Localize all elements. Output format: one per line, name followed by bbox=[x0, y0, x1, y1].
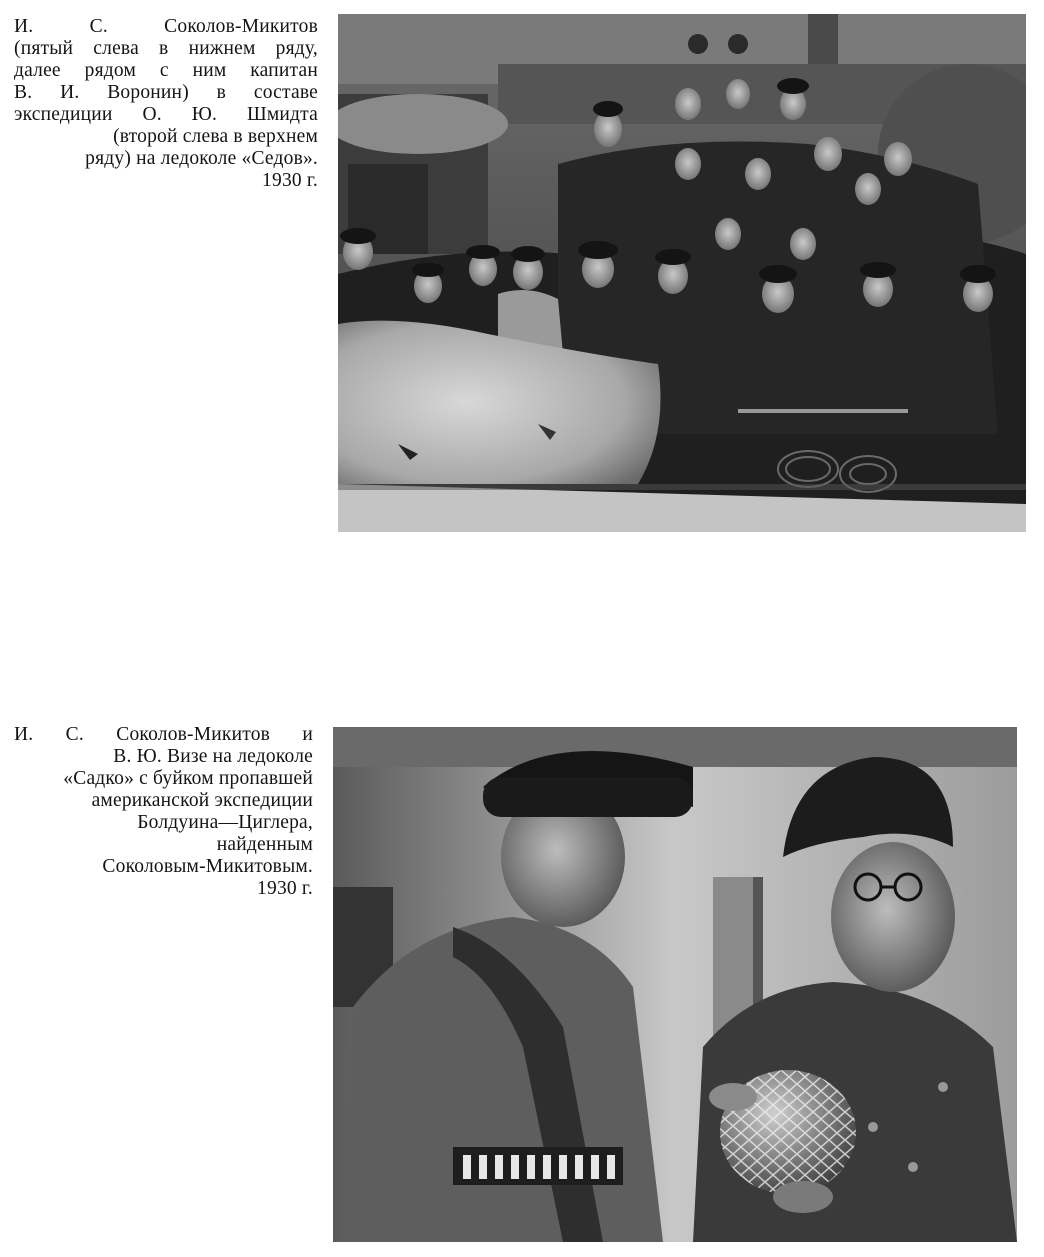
photo-expedition-group-on-icebreaker bbox=[338, 14, 1026, 532]
group-photo-graphic bbox=[338, 14, 1026, 532]
photo-caption-sedov-expedition bbox=[14, 16, 318, 192]
photo-caption-sadko-buoy bbox=[14, 724, 313, 900]
photo-two-men-with-buoy bbox=[333, 727, 1017, 1242]
caption-year: 1930 г. bbox=[257, 878, 313, 899]
caption-line: (пятый слева в нижнем ряду, bbox=[14, 38, 318, 59]
caption-year: 1930 г. bbox=[262, 170, 318, 191]
caption-line: найденным bbox=[216, 834, 313, 855]
caption-line: И. С. Соколов-Микитов и bbox=[14, 724, 313, 745]
caption-line: И. С. Соколов-Микитов bbox=[14, 16, 318, 37]
caption-line: (второй слева в верхнем bbox=[113, 126, 318, 147]
buoy-photo-graphic bbox=[333, 727, 1017, 1242]
caption-line: экспедиции О. Ю. Шмидта bbox=[14, 104, 318, 125]
caption-line: американской экспедиции bbox=[91, 790, 313, 811]
caption-line: Болдуина—Циглера, bbox=[137, 812, 313, 833]
caption-line: В. Ю. Визе на ледоколе bbox=[113, 746, 313, 767]
caption-line: В. И. Воронин) в составе bbox=[14, 82, 318, 103]
caption-line: Соколовым-Микитовым. bbox=[102, 856, 313, 877]
caption-line: «Садко» с буйком пропавшей bbox=[63, 768, 313, 789]
caption-line: далее рядом с ним капитан bbox=[14, 60, 318, 81]
caption-line: ряду) на ледоколе «Седов». bbox=[85, 148, 318, 169]
